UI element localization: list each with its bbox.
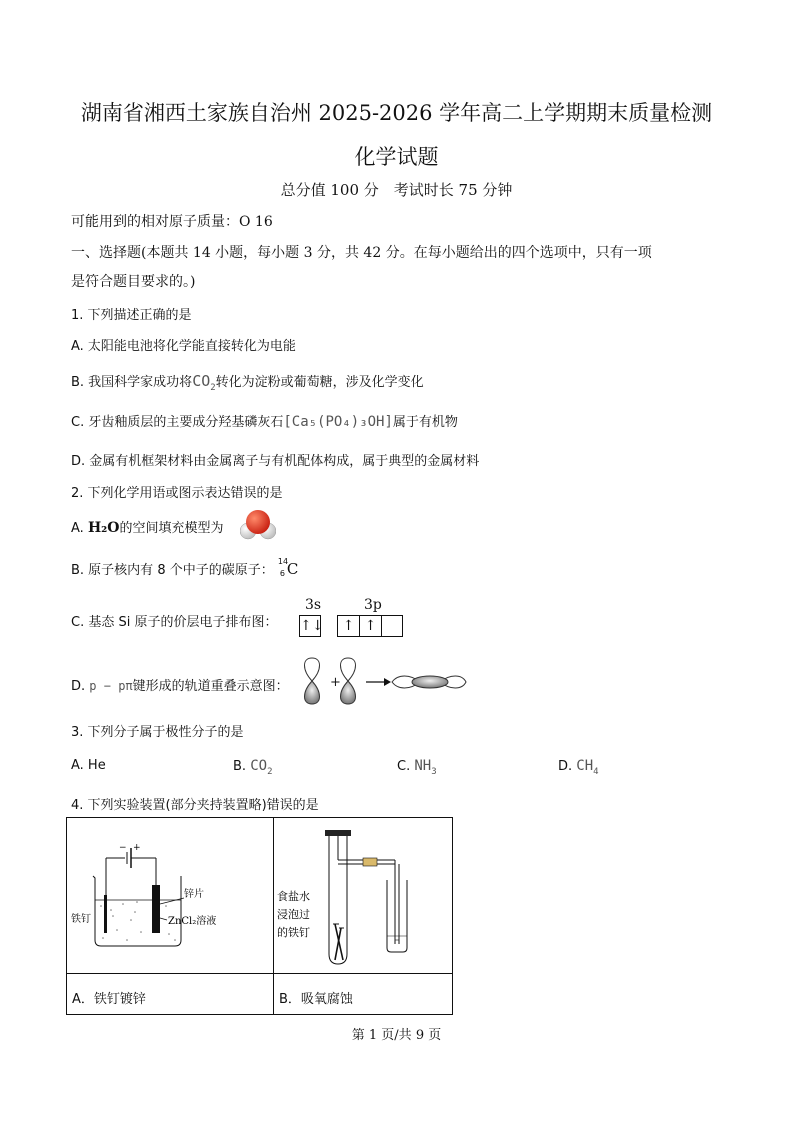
p-orbital-right	[341, 658, 356, 704]
sigma-overlap-result	[392, 676, 466, 688]
rubber-connector	[363, 858, 377, 866]
plus-terminal: +	[133, 843, 141, 853]
q2-option-b: B. 原子核内有 8 个中子的碳原子： 14 6 C	[71, 556, 299, 578]
q3-stem: 3. 下列分子属于极性分子的是	[71, 725, 244, 740]
q2-option-a: A. H₂O的空间填充模型为	[71, 520, 224, 536]
p-orbital-overlap-diagram	[298, 656, 468, 706]
q1-option-c: C. 牙齿釉质层的主要成分羟基磷灰石[Ca₅(PO₄)₃OH]属于有机物	[71, 414, 458, 430]
iron-nail-label: 铁钉	[71, 914, 91, 925]
electroplating-apparatus	[71, 840, 271, 970]
zinc-plate-electrode	[152, 885, 160, 933]
p-p-pi-formula: p − pπ	[89, 679, 133, 693]
q2-option-d: D. p − pπ键形成的轨道重叠示意图：	[71, 679, 289, 694]
orbital-3p-boxes	[337, 615, 403, 637]
q1-stem: 1. 下列描述正确的是	[71, 308, 192, 323]
stopper	[325, 830, 351, 836]
page-number: 第 1 页/共 9 页	[351, 1028, 442, 1043]
q1-option-b-prefix: B. 我国科学家成功将	[71, 375, 193, 390]
minus-terminal: −	[119, 843, 127, 853]
q3-option-d: D. $CH_4$	[558, 758, 599, 777]
orbital-label-3s: 3s	[305, 597, 322, 613]
exam-meta: 总分值 100 分 考试时长 75 分钟	[280, 181, 513, 199]
soaked-label: 浸泡过	[277, 908, 310, 921]
plus-sign: +	[330, 675, 341, 690]
electron-pair-box: ↑↓	[299, 615, 321, 637]
orbital-label-3p: 3p	[364, 597, 382, 613]
caption-b: B．吸氧腐蚀	[279, 992, 353, 1007]
exam-title: 湖南省湘西土家族自治州 2025-2026 学年高二上学期期末质量检测	[80, 101, 713, 125]
atomic-mass-note: 可能用到的相对原子质量：O 16	[71, 214, 273, 230]
q4-stem: 4. 下列实验装置(部分夹持装置略)错误的是	[71, 798, 319, 813]
q2-option-c: C. 基态 Si 原子的价层电子排布图：	[71, 615, 278, 630]
q3-option-a: A. He	[71, 758, 106, 773]
oxygen-corrosion-apparatus	[277, 824, 451, 970]
hydroxyapatite-formula: [Ca₅(PO₄)₃OH]	[283, 414, 393, 430]
electron-box: ↑	[359, 615, 381, 637]
subject-title: 化学试题	[354, 145, 439, 169]
salt-water-label: 食盐水	[277, 890, 310, 903]
p-orbital-left	[305, 658, 320, 704]
carbon-14-nuclide: 14 6 C	[277, 556, 299, 578]
h2o-formula: H₂O	[87, 520, 120, 536]
caption-a: A．铁钉镀锌	[72, 992, 146, 1007]
q1-option-b-suffix: 转化为淀粉或葡萄糖，涉及化学变化	[215, 375, 424, 390]
q1-option-b	[71, 371, 424, 393]
iron-nail-electrode	[104, 895, 107, 933]
section1-instructions-line1: 一、选择题(本题共 14 小题，每小题 3 分，共 42 分。在每小题给出的四个选项中，只有一项	[71, 245, 652, 261]
u-tube	[387, 880, 407, 952]
section1-instructions-line2: 是符合题目要求的。)	[71, 274, 196, 290]
q1-option-a: A. 太阳能电池将化学能直接转化为电能	[71, 339, 296, 354]
arrow-icon	[366, 678, 391, 686]
zinc-label: 锌片	[184, 889, 204, 900]
orbital-3s-box	[299, 615, 324, 637]
oxygen-atom	[246, 510, 270, 534]
zncl2-solution-label: ZnCl₂溶液	[168, 916, 217, 927]
q3-option-b: B. $CO_2$	[233, 758, 273, 777]
iron-nail-label: 的铁钉	[277, 926, 310, 939]
q4-apparatus-table	[66, 817, 453, 1015]
empty-orbital-box	[381, 615, 403, 637]
q1-option-d: D. 金属有机框架材料由金属离子与有机配体构成，属于典型的金属材料	[71, 454, 480, 469]
water-space-filling-model	[240, 507, 276, 541]
co2-formula: $CO_2$	[192, 372, 216, 393]
q3-option-c: C. $NH_3$	[397, 758, 437, 777]
electron-box: ↑	[337, 615, 359, 637]
q2-stem: 2. 下列化学用语或图示表达错误的是	[71, 486, 283, 501]
